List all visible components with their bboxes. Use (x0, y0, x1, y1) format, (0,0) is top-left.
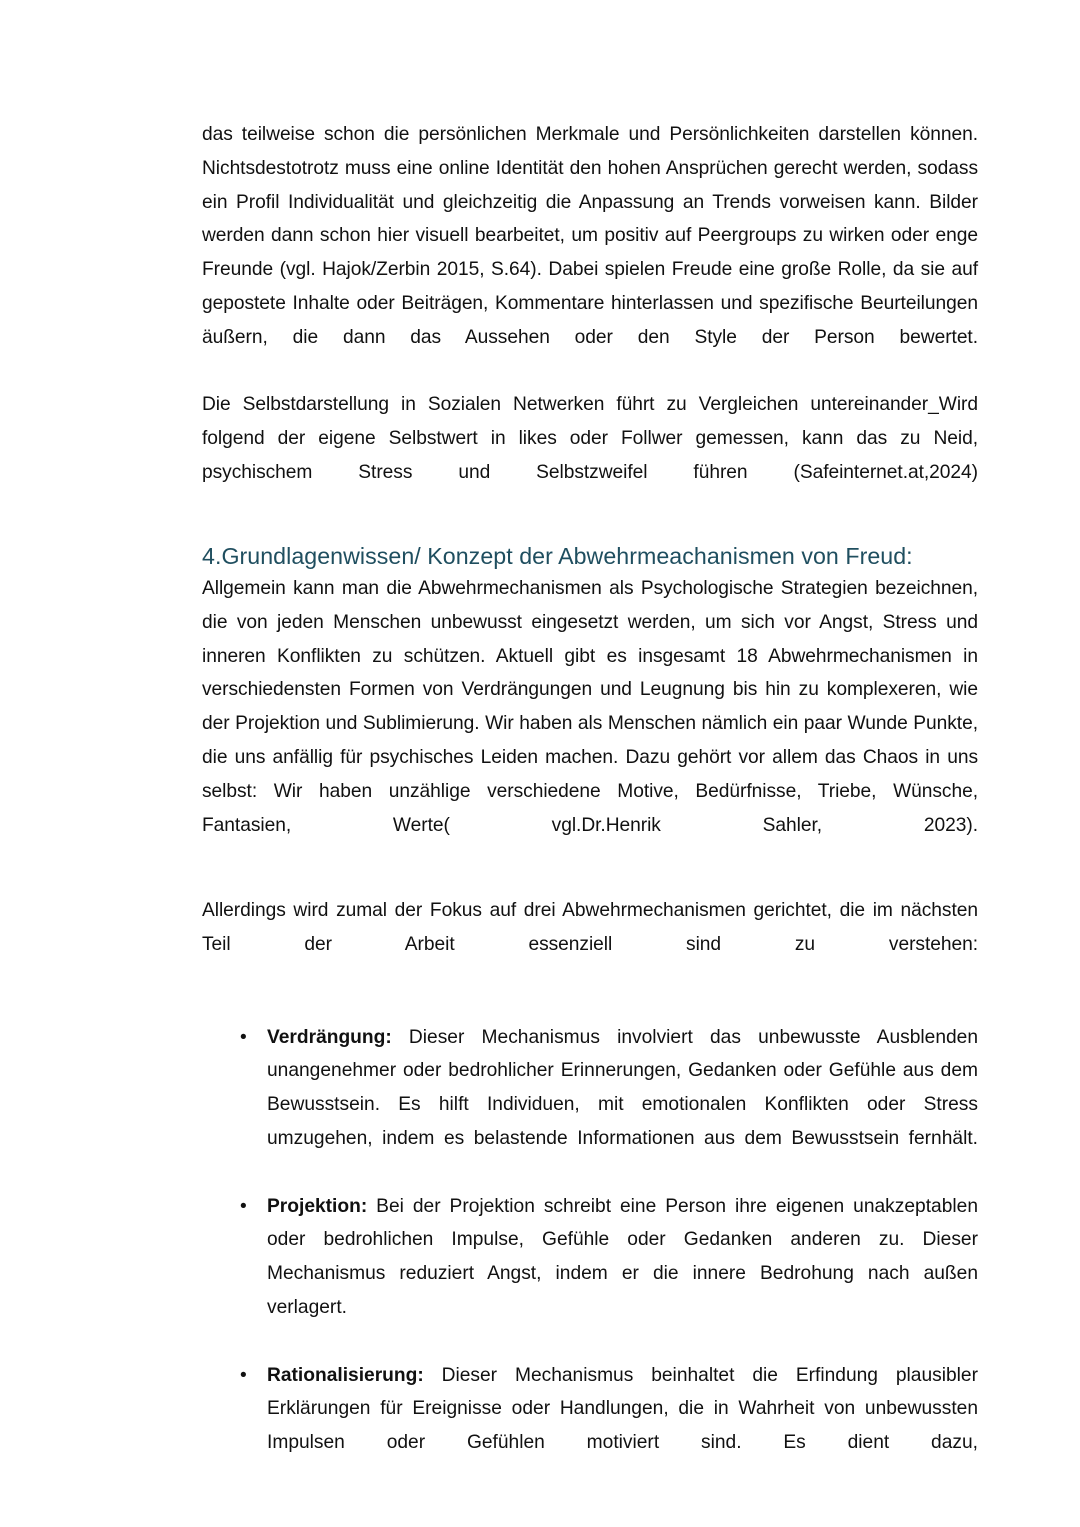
paragraph-identitaet: das teilweise schon die persönlichen Merkmale und Persönlichkeiten darstellen können. Nichtsdestotrotz muss eine online Identität den hohen Ansprüchen gerecht werden, sodass ein Profil Individualität und gleichzeitig die Anpassung an Trends vorweisen kann. Bilder werden dann schon hier visuell bearbeitet, um positiv auf Peergroups zu wirken oder enge Freunde (vgl. Hajok/Zerbin 2015, S.64). Dabei spielen Freude eine große Rolle, da sie auf gepostete Inhalte oder Beiträgen, Kommentare hinterlassen und spezifische Beurteilungen äußern, die dann das Aussehen oder den Style der Person bewertet. (202, 124, 978, 348)
list-item-text: Bei der Projektion schreibt eine Person ihre eigenen unakzeptablen oder bedrohlichen Impulse, Gefühle oder Gedanken anderen zu. Dieser Mechanismus reduziert Angst, indem er die innere Bedrohung nach außen verlagert. (267, 1195, 978, 1318)
list-item-term: Projektion: (267, 1195, 368, 1217)
list-item (202, 1190, 978, 1359)
paragraph-selbstdarstellung: Die Selbstdarstellung in Sozialen Netwerken führt zu Vergleichen untereinander_Wird folgend der eigene Selbstwert in likes oder Follwer gemessen, kann das zu Neid, psychischem Stress und Selbstzweifel führen (Safeinternet.at,2024) (202, 394, 978, 483)
bullet-icon: • (240, 1195, 247, 1217)
list-item-body (267, 1359, 978, 1494)
list-item-body (267, 1190, 978, 1359)
paragraph-spacer (202, 876, 978, 894)
list-item (202, 1359, 978, 1494)
bullet-icon: • (240, 1026, 247, 1048)
paragraph-fokus-drei: Allerdings wird zumal der Fokus auf drei Abwehrmechanismen gerichtet, die im nächsten Teil der Arbeit essenziell sind zu verstehen: (202, 900, 978, 956)
list-item-body (267, 1021, 978, 1190)
list-item (202, 1021, 978, 1190)
list-item-term: Rationalisierung: (267, 1364, 424, 1386)
list-item-text: Dieser Mechanismus beinhaltet die Erfindung plausibler Erklärungen für Ereignisse oder Handlungen, die in Wahrheit von unbewussten Impulsen oder Gefühlen motiviert sind. Es dient dazu, (267, 1364, 978, 1454)
document-text-column (202, 118, 978, 1494)
paragraph-abwehrmechanismen-allgemein: Allgemein kann man die Abwehrmechanismen als Psychologische Strategien bezeichnen, die von jeden Menschen unbewusst eingesetzt werden, um sich vor Angst, Stress und inneren Konflikten zu schützen. Aktuell gibt es insgesamt 18 Abwehrmechanismen in verschiedensten Formen von Verdrängungen und Leugnung bis hin zu komplexeren, wie der Projektion und Sublimierung. Wir haben als Menschen nämlich ein paar Wunde Punkte, die uns anfällig für psychisches Leiden machen. Dazu gehört vor allem das Chaos in uns selbst: Wir haben unzählige verschiedene Motive, Bedürfnisse, Triebe, Wünsche, Fantasien, Werte( vgl.Dr.Henrik Sahler, 2023). (202, 578, 978, 836)
list-spacer (202, 996, 978, 1021)
section-heading-grundlagenwissen: 4.Grundlagenwissen/ Konzept der Abwehrmeachanismen von Freud: (202, 542, 913, 569)
list-item-text: Dieser Mechanismus involviert das unbewusste Ausblenden unangenehmer oder bedrohlicher Erinnerungen, Gedanken oder Gefühle aus dem Bewusstsein. Es hilft Individuen, mit emotionalen Konflikten oder Stress umzugehen, indem es belastende Informationen aus dem Bewusstsein fernhält. (267, 1026, 978, 1150)
bullet-icon: • (240, 1364, 247, 1386)
list-item-term: Verdrängung: (267, 1026, 392, 1048)
abwehrmechanismen-list (202, 1021, 978, 1494)
